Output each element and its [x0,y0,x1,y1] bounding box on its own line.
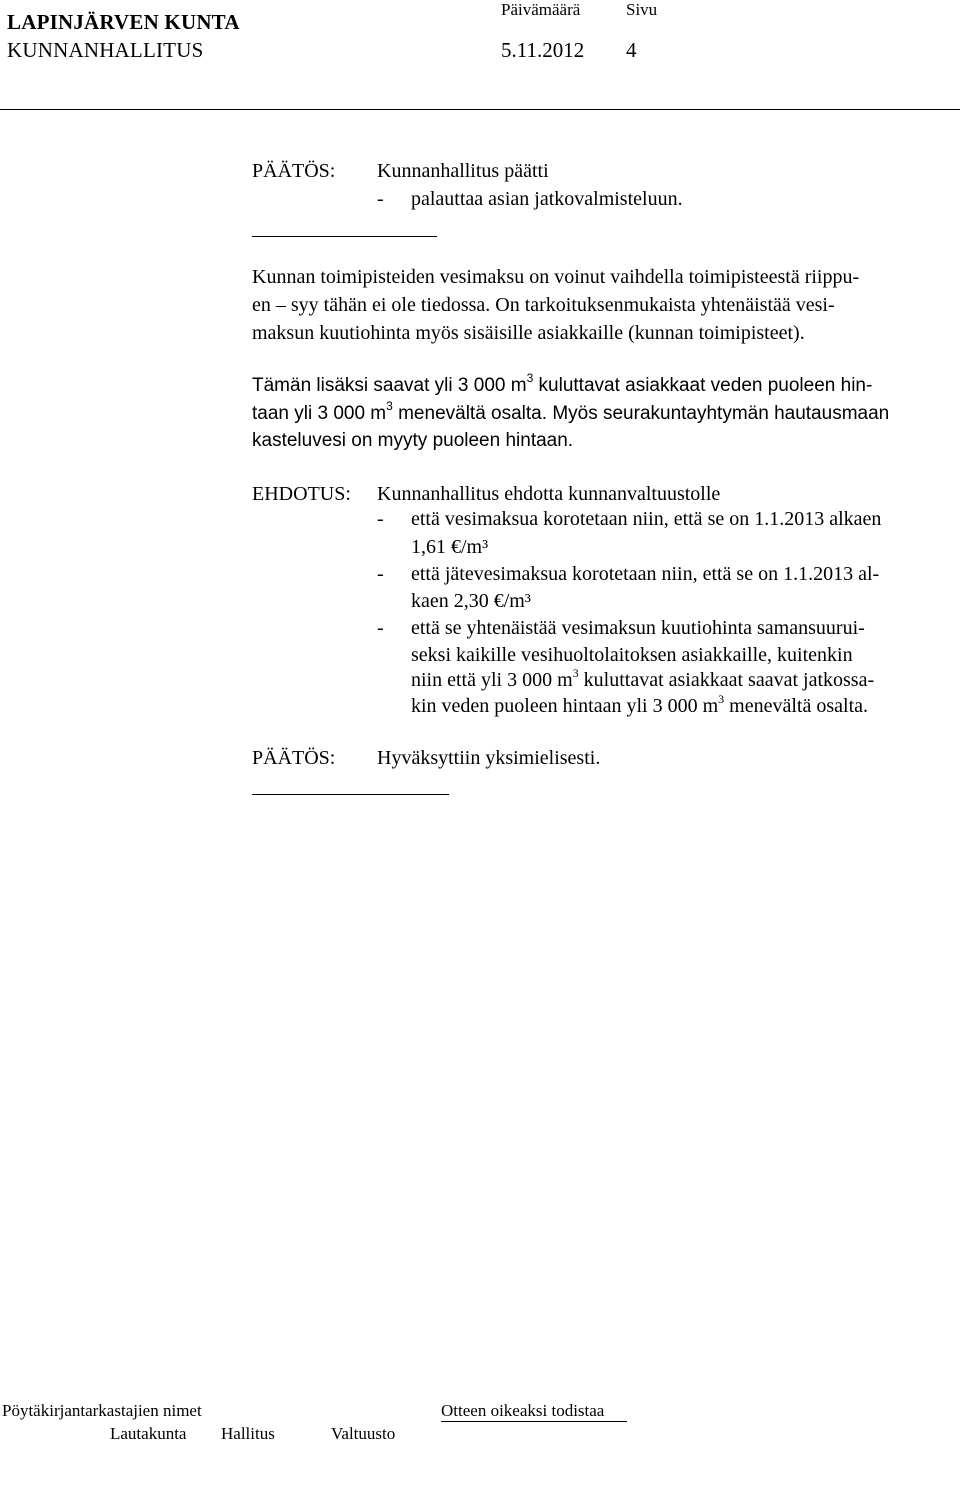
date-label: Päivämäärä [501,0,581,19]
footer-valtuusto: Valtuusto [331,1424,396,1443]
organization-name: LAPINJÄRVEN KUNTA [7,10,240,34]
body-name: KUNNANHALLITUS [7,38,204,62]
decision-text: Hyväksyttiin yksimielisesti. [377,747,601,769]
list-dash: - [377,188,384,210]
paragraph-line: Tämän lisäksi saavat yli 3 000 $m^3$ kuluttavat asiakkaat veden puoleen hin- [252,371,873,396]
proposal-item-continued: kin veden puoleen hintaan yli 3 000 $m^3$ menevältä osalta. [411,692,868,717]
list-dash: - [377,617,384,639]
proposal-text: Kunnanhallitus ehdotta kunnanvaltuustolle [377,483,721,505]
header-divider [0,109,960,110]
document-date: 5.11.2012 [501,38,585,62]
footer-extract-label: Otteen oikeaksi todistaa [441,1401,605,1420]
list-dash: - [377,508,384,530]
section-separator [252,794,449,795]
decision-label: PÄÄTÖS: [252,160,336,182]
decision-text: Kunnanhallitus päätti [377,160,549,182]
proposal-item-continued: niin että yli 3 000 $m^3$ kuluttavat asiakkaat saavat jatkossa- [411,666,875,691]
paragraph-line: en – syy tähän ei ole tiedossa. On tarkoituksenmukaista yhtenäistää vesi- [252,294,835,316]
section-separator [252,236,437,237]
footer-lautakunta: Lautakunta [110,1424,187,1443]
proposal-item-continued: kaen 2,30 €/m³ [411,590,531,612]
paragraph-line: taan yli 3 000 $m^3$ menevältä osalta. Myös seurakuntayhtymän hautausmaan [252,399,890,424]
list-dash: - [377,563,384,585]
proposal-label: EHDOTUS: [252,483,351,505]
footer-underline [441,1421,627,1422]
proposal-item-continued: 1,61 €/m³ [411,536,489,558]
paragraph-line: maksun kuutiohinta myös sisäisille asiakkaille (kunnan toimipisteet). [252,322,805,344]
page-number: 4 [626,38,637,62]
proposal-item: että se yhtenäistää vesimaksun kuutiohinta samansuurui- [411,617,865,639]
proposal-item-continued: seksi kaikille vesihuoltolaitoksen asiakkaille, kuitenkin [411,644,853,666]
footer-hallitus: Hallitus [221,1424,275,1443]
paragraph-line: kasteluvesi on myyty puoleen hintaan. [252,430,574,451]
page-label: Sivu [626,0,658,19]
proposal-item: että vesimaksua korotetaan niin, että se on 1.1.2013 alkaen [411,508,882,530]
decision-label: PÄÄTÖS: [252,747,336,769]
footer-checkers-label: Pöytäkirjantarkastajien nimet [2,1401,202,1420]
decision-item: palauttaa asian jatkovalmisteluun. [411,188,683,210]
proposal-item: että jätevesimaksua korotetaan niin, että se on 1.1.2013 al- [411,563,880,585]
paragraph-line: Kunnan toimipisteiden vesimaksu on voinut vaihdella toimipisteestä riippu- [252,266,860,288]
